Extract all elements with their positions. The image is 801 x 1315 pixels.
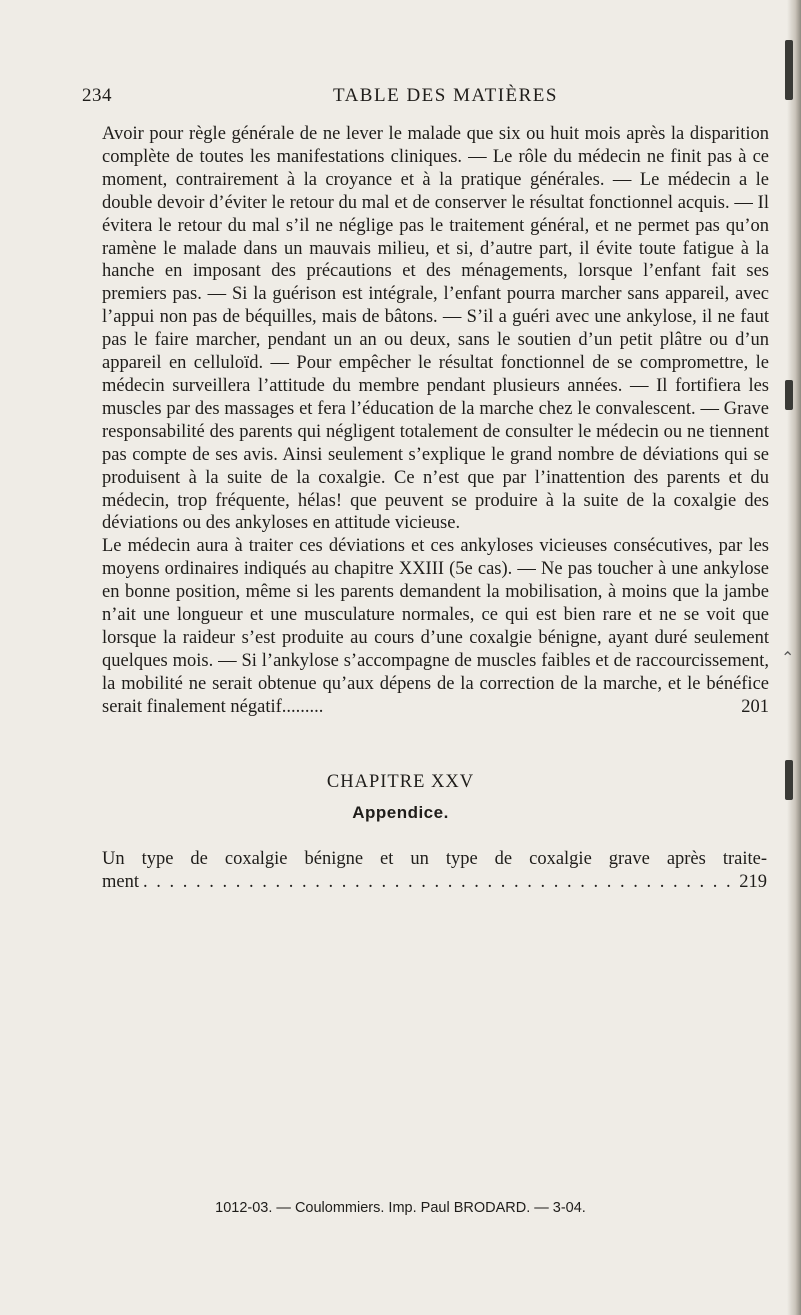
page-reference: 201 (741, 696, 769, 717)
toc-entry (102, 848, 767, 894)
dot-leader (143, 871, 735, 894)
running-head: TABLE DES MATIÈRES (333, 85, 558, 106)
margin-annotation: ⌃ (781, 650, 795, 667)
page-header (0, 85, 801, 109)
paragraph-with-page-ref (102, 535, 769, 718)
chapter-title: CHAPITRE XXV (326, 772, 475, 792)
chapter-subtitle: Appendice. (352, 803, 449, 822)
dot-leader: ......... (281, 696, 324, 717)
printer-imprint: 1012-03. — Coulommiers. Imp. Paul BRODARD. — 3-04. (215, 1200, 586, 1216)
edge-mark (785, 380, 793, 410)
toc-entry-line: Un type de coxalgie bénigne et un type de coxalgie grave après traite- (102, 849, 767, 869)
paragraph: Avoir pour règle générale de ne lever le malade que six ou huit mois après la disparition complète de toutes les manifestations cliniques. — Le rôle du médecin ne finit pas à ce moment, contrairement à la croyance et à la pratique générales. — Le médecin a le double devoir d’éviter le retour du mal et de conserver le résultat fonctionnel acquis. — Il évitera le retour du mal s’il ne néglige pas le traitement général, et ne permet pas qu’on ramène le malade dans un mauvais milieu, et si, d’autre part, il évite toute fatigue à la hanche en imposant des précautions et des ménagements, lorsque l’enfant fait ses premiers pas. — Si la guérison est intégrale, l’enfant pourra marcher sans appareil, avec l’appui non pas de béquilles, mais de bâtons. — S’il a guéri avec une ankylose, il ne faut pas le faire marcher, pendant un an ou deux, sans le soutien d’un petit plâtre ou d’un appareil en celluloïd. — Pour empêcher le résultat fonctionnel de se compromettre, le médecin surveillera l’attitude du membre pendant plusieurs années. — Il fortifiera les muscles par des massages et fera l’éducation de la marche chez le convalescent. — Grave responsabilité des parents qui négligent totalement de consulter le médecin ou ne tiennent pas compte de ses avis. Ainsi seulement s’explique le grand nombre de déviations qui se produisent à la suite de la coxalgie. Ce n’est que par l’inattention des parents et du médecin, trop fréquente, hélas! que peuvent se produire à la suite de la coxalgie des déviations ou des ankyloses en attitude vicieuse. (102, 124, 769, 534)
body-text (102, 123, 769, 719)
page-number: 234 (82, 85, 112, 106)
toc-entry-text: ment (102, 871, 139, 892)
paragraph-text: Le médecin aura à traiter ces déviations et ces ankyloses vicieuses consécutives, par les moyens ordinaires indiqués au chapitre XXIII (5e cas). — Ne pas toucher à une ankylose en bonne position, même si les parents demandent la mobilisation, à moins que la jambe n’ait une longueur et une musculature normales, ce qui est bien rare et ne se voit que lorsque la raideur s’est produite au cours d’une coxalgie bénigne, ayant duré seulement quelques mois. — Si l’ankylose s’accompagne de muscles faibles et de raccourcissement, la mobilité ne serait obtenue qu’aux dépens de la correction de la marche, et le bénéfice serait finalement négatif (102, 536, 769, 717)
toc-entry-line (102, 871, 767, 894)
page-reference: 219 (739, 871, 767, 892)
